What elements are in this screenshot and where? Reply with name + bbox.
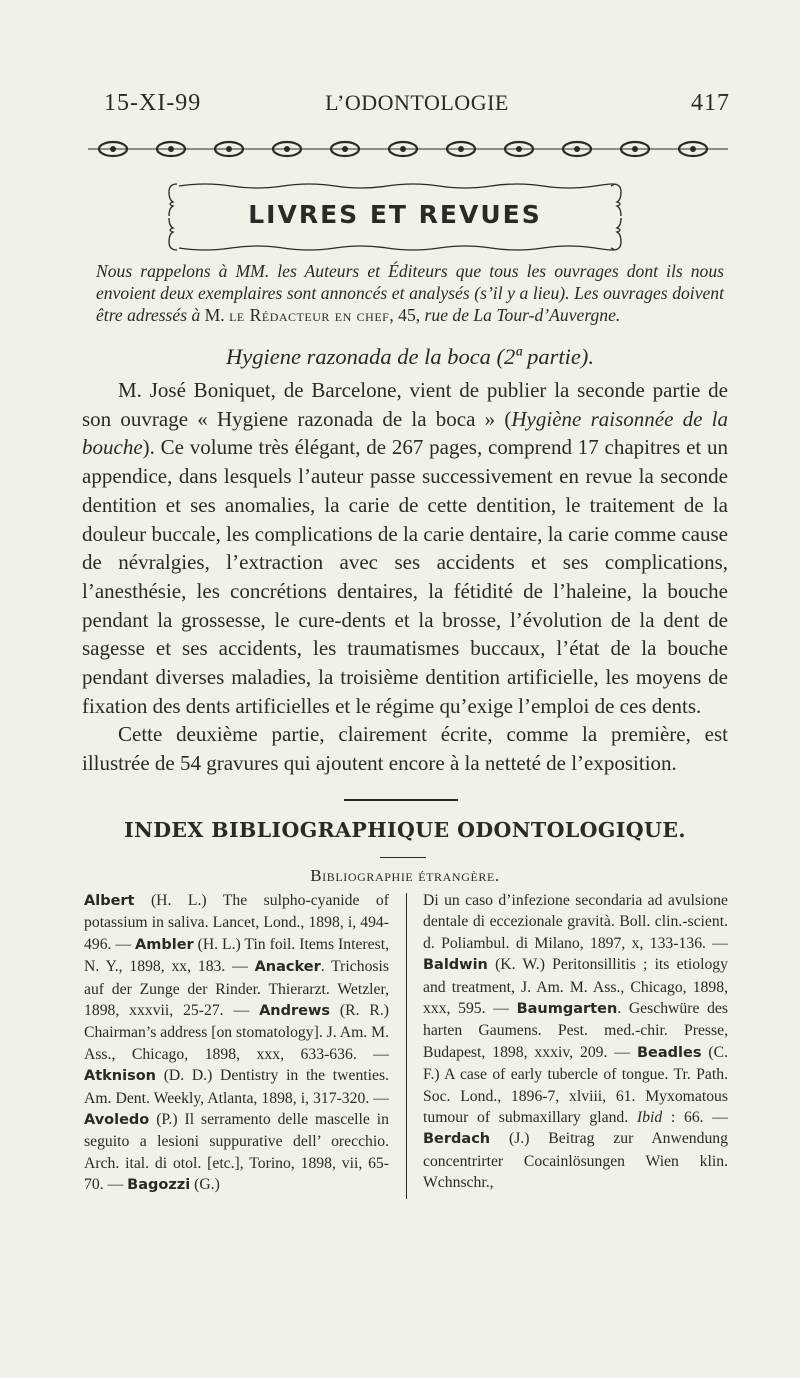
page-number: 417 — [691, 90, 730, 116]
review-text: M. José Boniquet, de Barcelone, vient de publier la seconde partie de son ouvrage « Hygiene razonada de la boca » ( — [82, 378, 728, 431]
author-name: Beadles — [636, 1044, 702, 1061]
notice-redacteur: le Rédacteur en chef — [229, 305, 390, 325]
author-name: Baumgarten — [516, 1001, 618, 1018]
reference-text: (P.) Il serramento delle mascelle in seguito a lesioni suppurative dell’ orecchio. Arch. ital. di otol. [etc.], Torino, 1898, vii, 65-70. — — [84, 1111, 389, 1194]
reference-italic: Ibid — [636, 1109, 663, 1127]
reference-text: (R. R.) Chairman’s address [on stomatology]. J. Am. M. Ass., Chicago, 1898, xxx, 633-636. — — [84, 1002, 390, 1063]
reference-text: . Geschwüre des harten Gaumens. Pest. med.-chir. Presse, Budapest, 1898, xxxiv, 209. — — [423, 1000, 728, 1061]
reference-text: (C. F.) A case of early tubercle of tongue. Tr. Path. Soc. Lond., 1896-7, xlviii, 61. Myxomatous tumour of submaxillary gland. — [423, 1043, 728, 1127]
author-name: Albert — [84, 893, 135, 909]
editorial-notice — [96, 260, 724, 326]
author-name: Andrews — [259, 1003, 330, 1020]
author-name: Baldwin — [423, 957, 488, 974]
index-title: INDEX BIBLIOGRAPHIQUE ODONTOLOGIQUE. — [124, 818, 686, 842]
running-header — [104, 90, 730, 126]
reference-text: (H. L.) Tin foil. Items Interest, N. Y., 1898, xx, 183. — — [84, 935, 389, 976]
author-name: Anacker — [254, 959, 321, 976]
column-divider — [406, 893, 407, 1199]
notice-m: M. — [204, 305, 230, 325]
notice-text: Nous rappelons à MM. les Auteurs et Éditeurs que tous les ouvrages dont ils nous envoient deux exemplaires sont annoncés et analysés (s’il y a lieu). Les ouvrages doivent être adressés à — [96, 261, 724, 325]
reference-text: (J.) Beitrag zur Anwendung concentrirter Cocainlösungen Wien klin. Wchnschr., — [423, 1130, 728, 1192]
reference-text: (D. D.) Dentistry in the twenties. Am. Dent. Weekly, Atlanta, 1898, i, 317-320. — — [84, 1067, 389, 1107]
ornament-divider-icon — [88, 138, 728, 160]
review-text: ). Ce volume très élégant, de 267 pages, comprend 17 chapitres et un appendice, dans lesquels l’auteur passe successivement en revue la seconde dentition et ses anomalies, la carie de cette dentition, le traitement de la douleur buccale, les complications de la carie dentaire, la carie comme cause de névralgies, l’extraction avec ses accidents et ses complications, l’anesthésie, les concrétions dentaires, la fétidité de l’haleine, la bouche pendant la grossesse, le cure-dents et la brosse, l’évolution de la dent de sagesse et ses accidents, les traumatismes buccaux, l’état de la bouche pendant diverses maladies, la troisième dentition artificielle, les moyens de fixation des dents artificielles et le régime qu’exige l’emploi de ces dents. — [82, 435, 728, 718]
reference-text: (G.) — [190, 1176, 220, 1194]
section-rule — [344, 799, 458, 801]
journal-name: L’ODONTOLOGIE — [325, 90, 509, 115]
bibliography-column-right — [423, 890, 728, 1194]
review-paragraph — [82, 376, 728, 720]
review-paragraph: Cette deuxième partie, clairement écrite, comme la première, est illustrée de 54 gravures qui ajoutent encore à la netteté de l’exposition. — [82, 722, 728, 776]
author-name: Ambler — [135, 936, 194, 953]
reference-text: : 66. — — [662, 1109, 728, 1127]
reference-text: . Trichosis auf der Zunge der Rinder. Thierarzt. Wetzler, 1898, xxxvii, 25-27. — — [84, 958, 389, 1020]
review-body — [82, 376, 728, 778]
author-name: Avoledo — [84, 1112, 150, 1129]
subtitle-rule — [380, 857, 426, 858]
author-name: Atknison — [84, 1068, 157, 1085]
issue-date: 15-XI-99 — [104, 90, 202, 116]
section-title: LIVRES ET REVUES — [248, 200, 542, 229]
notice-address: rue de La Tour-d’Auvergne. — [424, 305, 621, 325]
bibliography-column-left — [84, 890, 389, 1197]
author-name: Bagozzi — [127, 1177, 191, 1194]
index-subtitle: Bibliographie étrangère. — [310, 866, 500, 885]
reference-text: Di un caso d’infezione secondaria ad avulsione dentale di eccezionale gravità. Boll. clin.-scient. d. Poliambul. di Milano, 1897, x, 133-136. — — [423, 892, 728, 952]
review-text-italic: Hygiène raisonnée de la bouche — [82, 406, 728, 460]
reference-text: (K. W.) Peritonsillitis ; its etiology and treatment, J. Am. M. Ass., Chicago, 1898, xxx, 595. — — [423, 956, 728, 1018]
author-name: Berdach — [423, 1131, 491, 1148]
review-book-title: Hygiene razonada de la boca (2ª partie). — [225, 344, 594, 369]
notice-address-number: , 45, — [389, 305, 425, 325]
reference-text: (H. L.) The sulpho-cyanide of potassium in saliva. Lancet, Lond., 1898, i, 494-496. — — [84, 892, 389, 953]
